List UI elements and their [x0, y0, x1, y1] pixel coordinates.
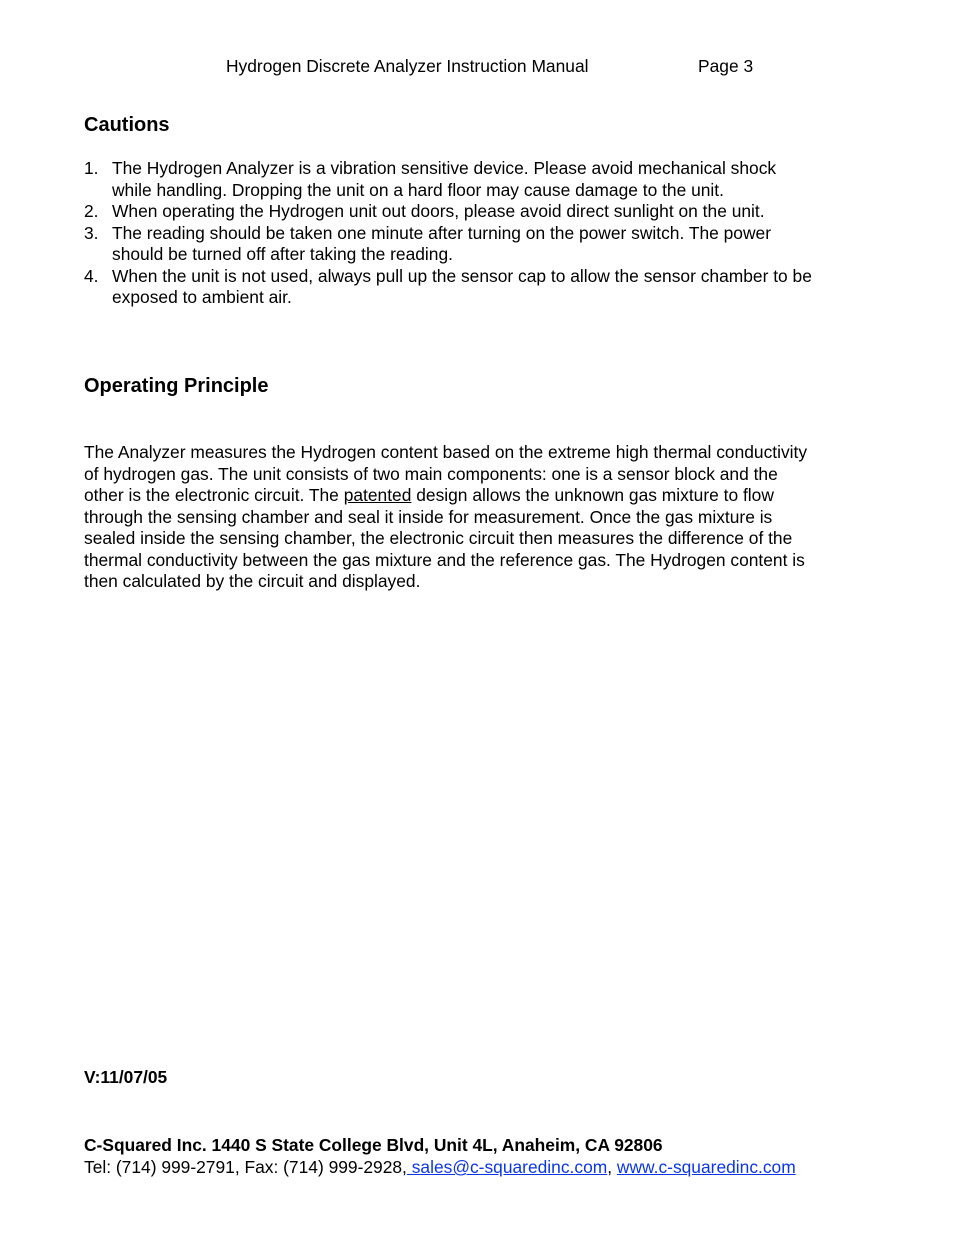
cautions-list: [84, 158, 884, 309]
list-number: 2.: [84, 201, 99, 221]
list-number: 3.: [84, 222, 99, 243]
phone-fax-text: Tel: (714) 999-2791, Fax: (714) 999-2928,: [84, 1157, 407, 1177]
caution-text-line: while handling. Dropping the unit on a hard floor may cause damage to the unit.: [112, 179, 724, 200]
paragraph-line: sealed inside the sensing chamber, the electronic circuit then measures the difference of the: [84, 528, 793, 548]
company-address: C-Squared Inc. 1440 S State College Blvd, Unit 4L, Anaheim, CA 92806: [84, 1135, 663, 1155]
caution-item-4: [84, 266, 884, 309]
paragraph-line: [84, 485, 807, 507]
paragraph-line: The Analyzer measures the Hydrogen content based on the extreme high thermal conductivity: [84, 442, 808, 462]
email-link[interactable]: sales@c-squaredinc.com: [406, 1157, 608, 1177]
caution-item-2: [84, 201, 884, 223]
separator-text: ,: [607, 1157, 617, 1177]
paragraph-line: through the sensing chamber and seal it inside for measurement. Once the gas mixture is: [84, 506, 773, 527]
patented-underlined-text: patented: [343, 485, 412, 505]
paragraph-text: other is the electronic circuit. The: [84, 485, 344, 505]
list-number: 4.: [84, 265, 99, 286]
paragraph-line: then calculated by the circuit and displayed.: [84, 571, 421, 591]
operating-principle-paragraph: [84, 442, 807, 593]
paragraph-line: thermal conductivity between the gas mixture and the reference gas. The Hydrogen content is: [84, 549, 805, 570]
page-number: Page 3: [698, 56, 754, 76]
caution-text-line: The reading should be taken one minute after turning on the power switch. The power: [112, 222, 771, 243]
caution-text-line: The Hydrogen Analyzer is a vibration sensitive device. Please avoid mechanical shock: [112, 158, 777, 178]
caution-text-line: When the unit is not used, always pull up the sensor cap to allow the sensor chamber to be: [112, 265, 812, 286]
caution-item-3: [84, 223, 884, 266]
list-number: 1.: [84, 158, 99, 178]
paragraph-line: of hydrogen gas. The unit consists of two main components: one is a sensor block and the: [84, 463, 778, 484]
contact-line: [84, 1157, 796, 1178]
caution-text-line: When operating the Hydrogen unit out doors, please avoid direct sunlight on the unit.: [112, 201, 765, 221]
paragraph-text: design allows the unknown gas mixture to flow: [411, 485, 774, 505]
caution-text-line: should be turned off after taking the reading.: [112, 244, 453, 264]
version-label: V:11/07/05: [84, 1067, 168, 1087]
caution-item-1: [84, 158, 884, 201]
running-header-title: Hydrogen Discrete Analyzer Instruction Manual: [226, 56, 589, 76]
operating-principle-heading: Operating Principle: [84, 375, 269, 397]
cautions-heading: Cautions: [84, 114, 170, 136]
website-link[interactable]: www.c-squaredinc.com: [616, 1157, 796, 1177]
caution-text-line: exposed to ambient air.: [112, 287, 292, 307]
